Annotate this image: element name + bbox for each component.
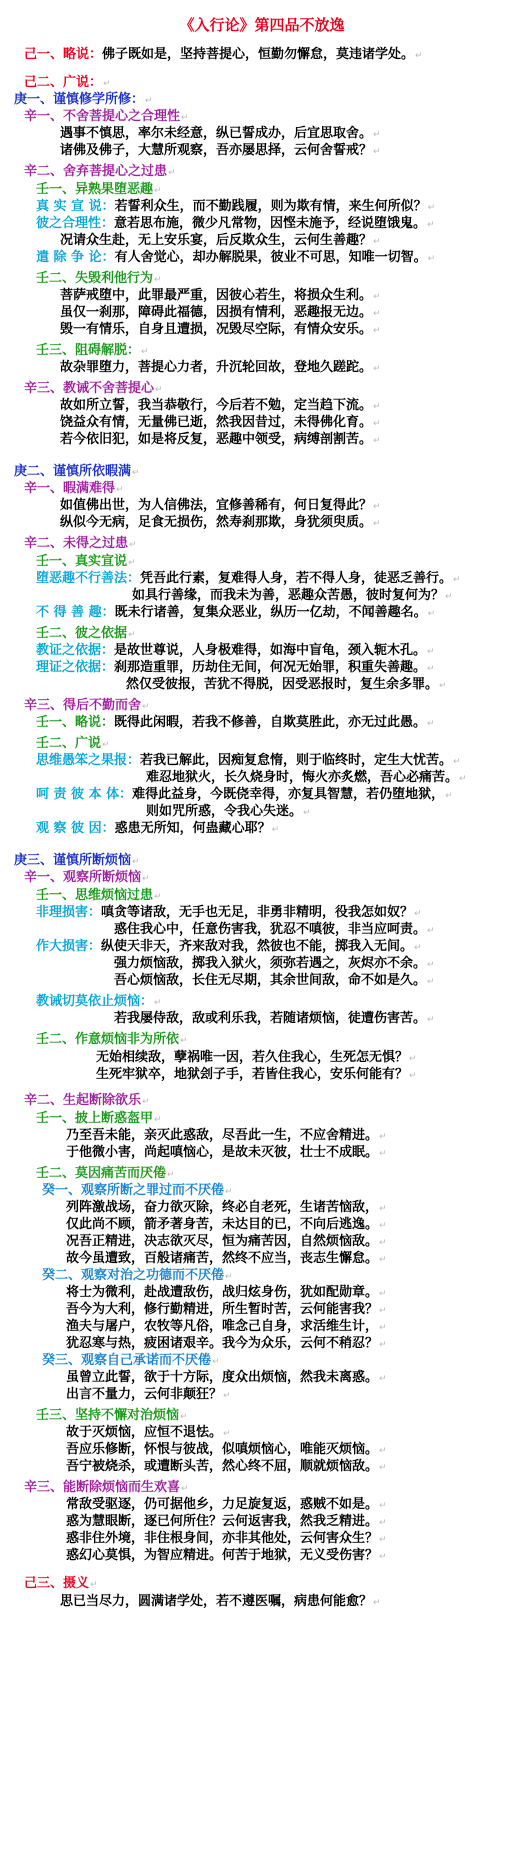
verse-text: 如值佛出世，为人信佛法，宜修善稀有，何日复得此？	[60, 498, 373, 513]
verse-text: 饶益众有情，无量佛已逝，然我因昔过，未得佛化育。	[60, 415, 373, 430]
verse-text: 是故世尊说，人身极难得，如海中盲龟，颈入轭木孔。	[114, 643, 427, 658]
verse-text: 有人舍觉心，却办解脱果，彼业不可思，知唯一切智。	[114, 250, 427, 265]
paragraph-mark-icon: ↵	[427, 977, 435, 987]
text-line	[66, 1144, 387, 1163]
section-heading: 壬三、坚持不懈对治烦恼	[36, 1408, 180, 1423]
verse-text: 况请众生赴，无上安乐宴，后反欺众生，云何生善趣？	[60, 233, 373, 248]
section-heading: 己一、略说：	[24, 47, 103, 62]
paragraph-mark-icon: ↵	[128, 630, 136, 640]
verse-text: 惑患无所知，何蛊藏心耶？	[114, 821, 271, 836]
section-heading: 思维愚笨之果报：	[36, 753, 141, 768]
section-heading: 教证之依据：	[36, 643, 115, 658]
paragraph-mark-icon: ↵	[154, 892, 162, 902]
text-line	[60, 431, 381, 450]
paragraph-mark-icon: ↵	[379, 1463, 387, 1473]
section-heading: 辛二、生起断除欲乐	[24, 1093, 142, 1108]
paragraph-mark-icon: ↵	[271, 825, 280, 835]
section-heading: 庚三、谨慎所断烦恼	[14, 853, 132, 868]
paragraph-mark-icon: ↵	[142, 702, 150, 712]
verse-text: 诸佛及佛子，大慧所观察，吾亦屡思择，云何舍誓戒？	[60, 143, 373, 158]
section-heading: 壬一、略说：	[36, 715, 115, 730]
verse-text: 如具行善缘，而我未为善，恶趣众苦愚，彼时复何为？	[132, 588, 445, 603]
paragraph-mark-icon: ↵	[168, 168, 176, 178]
verse-text: 虽曾立此誓，欲于十方际，度众出烦恼，然我未离惑。	[66, 1370, 379, 1385]
paragraph-mark-icon: ↵	[373, 519, 381, 529]
section-heading: 庚一、谨慎修学所修：	[14, 92, 145, 107]
verse-text: 惑幻心莫惧，为智应精进。何苦于地狱，无义受伤害？	[66, 1548, 379, 1563]
section-heading: 遣 除 争 论：	[36, 250, 115, 265]
text-line	[114, 1010, 435, 1029]
paragraph-mark-icon: ↵	[180, 1412, 188, 1422]
verse-text: 则如咒所惑，令我心失迷。	[146, 804, 303, 819]
paragraph-mark-icon: ↵	[427, 664, 435, 674]
paragraph-mark-icon: ↵	[459, 774, 467, 784]
paragraph-mark-icon: ↵	[154, 275, 162, 285]
verse-text: 凭吾此行素，复难得人身，若不得人身，徒恶乏善行。	[140, 571, 453, 586]
section-heading: 壬二、失毁利他行为	[36, 271, 154, 286]
paragraph-mark-icon: ↵	[225, 1272, 233, 1282]
paragraph-mark-icon: ↵	[373, 1598, 381, 1608]
verse-text: 纵使天非天，齐来敌对我，然彼也不能，掷我入无间。	[101, 939, 414, 954]
section-heading: 堕恶趣不行善法：	[36, 571, 141, 586]
verse-text: 乃至吾未能，亲灭此惑敌，尽吾此一生，不应舍精进。	[66, 1128, 379, 1143]
verse-text: 嗔贪等诸敌，无手也无足，非勇非精明，役我怎如奴？	[101, 905, 414, 920]
paragraph-mark-icon: ↵	[379, 1323, 387, 1333]
paragraph-mark-icon: ↵	[445, 592, 453, 602]
paragraph-mark-icon: ↵	[373, 419, 381, 429]
paragraph-mark-icon: ↵	[427, 203, 436, 213]
section-heading: 己三、摄义	[24, 1576, 90, 1591]
paragraph-mark-icon: ↵	[427, 1015, 435, 1025]
paragraph-mark-icon: ↵	[379, 1374, 387, 1384]
paragraph-mark-icon: ↵	[379, 1535, 387, 1545]
section-heading: 辛二、未得之过患	[24, 536, 129, 551]
text-line	[96, 1066, 417, 1085]
section-heading: 作大损害：	[36, 939, 102, 954]
verse-text: 虽仅一刹那，障碍此福德，因损有情利，恶趣报无边。	[60, 305, 373, 320]
verse-text: 渔夫与屠户，农牧等凡俗，唯念己自身，求活维生计，	[66, 1319, 379, 1334]
text-line	[36, 604, 435, 623]
text-line	[60, 1593, 381, 1612]
text-line	[24, 163, 176, 182]
paragraph-mark-icon: ↵	[427, 960, 435, 970]
paragraph-mark-icon: ↵	[427, 220, 435, 230]
verse-text: 故今虽遭致，百般诸痛苦，然终不应当，丧志生懈怠。	[66, 1251, 379, 1266]
paragraph-mark-icon: ↵	[180, 1036, 188, 1046]
paragraph-mark-icon: ↵	[116, 485, 124, 495]
text-line	[24, 1575, 98, 1594]
verse-text: 意若思布施，微少凡常物，因悭未施予，经说堕饿鬼。	[114, 216, 427, 231]
paragraph-mark-icon: ↵	[102, 740, 110, 750]
section-heading: 非理损害：	[36, 905, 102, 920]
paragraph-mark-icon: ↵	[409, 1071, 417, 1081]
section-heading: 癸一、观察所断之罪过而不厌倦	[42, 1183, 225, 1198]
section-heading: 辛三、能断除烦恼而生欢喜	[24, 1480, 181, 1495]
paragraph-mark-icon: ↵	[427, 609, 436, 619]
paragraph-mark-icon: ↵	[373, 130, 381, 140]
verse-text: 吾宁被烧杀，或遭断头苦，然心终不屈，顺就烦恼敌。	[66, 1459, 379, 1474]
section-heading: 壬二、莫因痛苦而厌倦	[36, 1166, 167, 1181]
section-heading: 壬一、披上断惑盔甲	[36, 1111, 154, 1126]
section-heading: 彼之合理性：	[36, 216, 115, 231]
paragraph-mark-icon: ↵	[303, 808, 311, 818]
text-line	[60, 321, 381, 340]
text-line	[24, 869, 150, 888]
paragraph-mark-icon: ↵	[154, 186, 162, 196]
verse-text: 惑为慧眼断，逐已何所住？云何返害我，然我乏精进。	[66, 1514, 379, 1529]
section-heading: 庚二、谨慎所依暇满	[14, 464, 132, 479]
text-line	[24, 1092, 150, 1111]
verse-text: 菩萨戒堕中，此罪最严重，因彼心若生，将损众生利。	[60, 288, 373, 303]
text-line	[66, 1458, 387, 1477]
paragraph-mark-icon: ↵	[223, 1391, 231, 1401]
verse-text: 毁一有情乐，自身且遭损，况毁尽空际，有情众安乐。	[60, 322, 373, 337]
paragraph-mark-icon: ↵	[414, 909, 422, 919]
section-heading: 呵 责 彼 本 体：	[36, 787, 133, 802]
verse-text: 犹忍寒与热，疲困诸艰辛。我今为众乐，云何不稍忍？	[66, 1336, 379, 1351]
verse-text: 故杂罪堕力，菩提心力者，升沉轮回故，登地久蹉跎。	[60, 360, 373, 375]
verse-text: 难忍地狱火，长久烧身时，悔火亦炙燃，吾心必痛苦。	[146, 770, 459, 785]
text-line	[114, 972, 435, 991]
verse-text: 若我已解此，因痴复怠惰，则于临终时，定生大忧苦。	[140, 753, 453, 768]
paragraph-mark-icon: ↵	[129, 540, 137, 550]
text-line	[126, 676, 447, 695]
paragraph-mark-icon: ↵	[132, 468, 140, 478]
verse-text: 遇事不慎思，率尔未经意，纵已誓成办，后宜思取舍。	[60, 126, 373, 141]
text-line	[36, 820, 279, 839]
section-heading: 辛三、得后不勤而舍	[24, 698, 142, 713]
verse-text: 生死牢狱卒，地狱刽子手，若皆住我心，安乐何能有？	[96, 1067, 409, 1082]
section-heading: 壬二、广说	[36, 736, 102, 751]
paragraph-mark-icon: ↵	[439, 681, 447, 691]
paragraph-mark-icon: ↵	[373, 402, 381, 412]
verse-text: 无始相续敌，孽祸唯一因，若久住我心，生死怎无惧？	[96, 1050, 409, 1065]
paragraph-mark-icon: ↵	[373, 326, 381, 336]
verse-text: 强力烦恼敌，掷我入狱火，须弥若遇之，灰烬亦不余。	[114, 956, 427, 971]
paragraph-mark-icon: ↵	[103, 79, 111, 89]
section-heading: 理证之依据：	[36, 660, 115, 675]
verse-text: 惑非住外境，非住根身间，亦非其他处，云何害众生？	[66, 1531, 379, 1546]
paragraph-mark-icon: ↵	[427, 926, 435, 936]
paragraph-mark-icon: ↵	[373, 147, 381, 157]
verse-text: 难得此益身，今既侥幸得，亦复具智慧，若仍堕地狱，	[132, 787, 445, 802]
paragraph-mark-icon: ↵	[379, 1149, 387, 1159]
paragraph-mark-icon: ↵	[379, 1238, 387, 1248]
paragraph-mark-icon: ↵	[167, 1170, 175, 1180]
paragraph-mark-icon: ↵	[181, 1484, 189, 1494]
paragraph-mark-icon: ↵	[181, 113, 189, 123]
document-title: 《入行论》第四品不放逸	[179, 16, 345, 34]
text-line	[36, 714, 435, 733]
text-line	[60, 359, 381, 378]
paragraph-mark-icon: ↵	[453, 757, 461, 767]
verse-text: 将士为微利，赴战遭敌伤，战归炫身伤，犹如配勋章。	[66, 1285, 379, 1300]
section-heading: 壬二、作意烦恼非为所依	[36, 1032, 180, 1047]
verse-text: 若我屡侍敌，敌或利乐我，若随诸烦恼，徒遭伤害苦。	[114, 1011, 427, 1026]
paragraph-mark-icon: ↵	[373, 364, 381, 374]
paragraph-mark-icon: ↵	[379, 1221, 387, 1231]
section-heading: 观 察 彼 因：	[36, 821, 115, 836]
verse-text: 出言不量力，云何非颠狂？	[66, 1387, 223, 1402]
paragraph-mark-icon: ↵	[132, 857, 140, 867]
paragraph-mark-icon: ↵	[453, 575, 461, 585]
paragraph-mark-icon: ↵	[379, 1204, 387, 1214]
verse-text: 思已当尽力，圆满诸学处，若不遵医嘱，病患何能愈？	[60, 1594, 373, 1609]
verse-text: 仅此尚不顾，箭矛著身苦，未达目的已，不向后逃逸。	[66, 1217, 379, 1232]
paragraph-mark-icon: ↵	[373, 292, 381, 302]
verse-text: 若今依旧犯，如是将反复，恶趣中领受，病缚剖割苦。	[60, 432, 373, 447]
paragraph-mark-icon: ↵	[427, 719, 435, 729]
verse-text: 刹那造重罪，历劫住无间，何况无始罪，积重失善趣。	[114, 660, 427, 675]
paragraph-mark-icon: ↵	[379, 1518, 387, 1528]
verse-text: 纵似今无病，足食无损伤，然寿刹那欺，身犹须臾质。	[60, 515, 373, 530]
paragraph-mark-icon: ↵	[142, 874, 150, 884]
paragraph-mark-icon: ↵	[415, 51, 423, 61]
section-heading: 壬一、真实宣说	[36, 554, 128, 569]
paragraph-mark-icon: ↵	[212, 1357, 220, 1367]
paragraph-mark-icon: ↵	[379, 1340, 387, 1350]
paragraph-mark-icon: ↵	[409, 1054, 417, 1064]
section-heading: 辛一、观察所断烦恼	[24, 870, 142, 885]
verse-text: 然仅受彼报，苦犹不得脱，因受恶报时，复生余多罪。	[126, 677, 439, 692]
paragraph-mark-icon: ↵	[373, 237, 381, 247]
text-line	[66, 1547, 387, 1566]
verse-text: 常敌受驱逐，仍可据他乡，力足旋复返，惑贼不如是。	[66, 1497, 379, 1512]
paragraph-mark-icon: ↵	[373, 309, 381, 319]
verse-text: 既得此闲暇，若我不修善，自欺莫胜此，亦无过此愚。	[114, 715, 427, 730]
section-heading: 己二、广说：	[24, 75, 103, 90]
paragraph-mark-icon: ↵	[223, 1429, 231, 1439]
verse-text: 故如所立誓，我当恭敬行，今后若不勉，定当趋下流。	[60, 398, 373, 413]
text-line	[36, 1031, 188, 1050]
paragraph-mark-icon: ↵	[128, 558, 136, 568]
section-heading: 真 实 宣 说：	[36, 199, 115, 214]
paragraph-mark-icon: ↵	[141, 347, 149, 357]
text-line	[60, 514, 381, 533]
paragraph-mark-icon: ↵	[379, 1255, 387, 1265]
section-heading: 壬一、异熟果堕恶趣	[36, 182, 154, 197]
paragraph-mark-icon: ↵	[373, 502, 381, 512]
verse-text: 于他微小害，尚起嗔恼心，是故未灭彼，壮士不成眠。	[66, 1145, 379, 1160]
paragraph-mark-icon: ↵	[414, 943, 422, 953]
paragraph-mark-icon: ↵	[154, 1115, 162, 1125]
section-heading: 癸三、观察自己承诺而不厌倦	[42, 1353, 212, 1368]
paragraph-mark-icon: ↵	[379, 1132, 387, 1142]
verse-text: 吾应乐修断，怀恨与彼战，似嗔烦恼心，唯能灭烦恼。	[66, 1442, 379, 1457]
section-heading: 不 得 善 趣：	[36, 605, 115, 620]
section-heading: 壬二、彼之依据	[36, 626, 128, 641]
verse-text: 故于灭烦恼，应恒不退怯。	[66, 1425, 223, 1440]
paragraph-mark-icon: ↵	[154, 998, 162, 1008]
verse-text: 若誓利众生，而不勤践履，则为欺有情，来生何所似？	[114, 199, 427, 214]
section-heading: 教诫切莫依止烦恼：	[36, 994, 154, 1009]
verse-text: 况吾正精进，决志欲灭尽，恒为痛苦因，自然烦恼敌。	[66, 1234, 379, 1249]
paragraph-mark-icon: ↵	[427, 254, 436, 264]
paragraph-mark-icon: ↵	[373, 436, 381, 446]
section-heading: 辛一、不舍菩提心之合理性	[24, 109, 181, 124]
section-heading: 壬一、思维烦恼过患	[36, 888, 154, 903]
text-line	[24, 535, 137, 554]
paragraph-mark-icon: ↵	[379, 1446, 387, 1456]
verse-text: 既未行诸善，复集众恶业，纵历一亿劫，不闻善趣名。	[114, 605, 427, 620]
section-heading: 癸二、观察对治之功德而不厌倦	[42, 1268, 225, 1283]
paragraph-mark-icon: ↵	[90, 1580, 98, 1590]
verse-text: 列阵激战场，奋力欲灭除，终必自老死，生诸苦恼敌，	[66, 1200, 379, 1215]
verse-text: 惑住我心中，任意伤害我，犹忍不嗔彼，非当应呵责。	[114, 922, 427, 937]
section-heading: 辛三、教诫不舍菩提心	[24, 381, 155, 396]
paragraph-mark-icon: ↵	[427, 647, 435, 657]
verse-text: 吾心烦恼敌，长住无尽期，其余世间敌，命不如是久。	[114, 973, 427, 988]
section-heading: 辛二、舍弃菩提心之过患	[24, 164, 168, 179]
text-line	[60, 142, 381, 161]
verse-text: 吾今为大利，修行勤精进，所生暂时苦，云何能害我？	[66, 1302, 379, 1317]
paragraph-mark-icon: ↵	[145, 96, 153, 106]
text-line	[36, 249, 435, 268]
paragraph-mark-icon: ↵	[379, 1306, 387, 1316]
paragraph-mark-icon: ↵	[142, 1097, 150, 1107]
paragraph-mark-icon: ↵	[225, 1187, 233, 1197]
text-line	[24, 46, 423, 65]
paragraph-mark-icon: ↵	[379, 1552, 387, 1562]
section-heading: 壬三、阻碍解脱：	[36, 343, 141, 358]
paragraph-mark-icon: ↵	[445, 791, 453, 801]
verse-text: 佛子既如是，坚持菩提心，恒勤勿懈怠，莫违诸学处。	[102, 47, 415, 62]
text-line	[66, 1386, 231, 1405]
paragraph-mark-icon: ↵	[155, 385, 163, 395]
paragraph-mark-icon: ↵	[379, 1501, 387, 1511]
section-heading: 辛一、暇满难得	[24, 481, 116, 496]
paragraph-mark-icon: ↵	[379, 1289, 387, 1299]
